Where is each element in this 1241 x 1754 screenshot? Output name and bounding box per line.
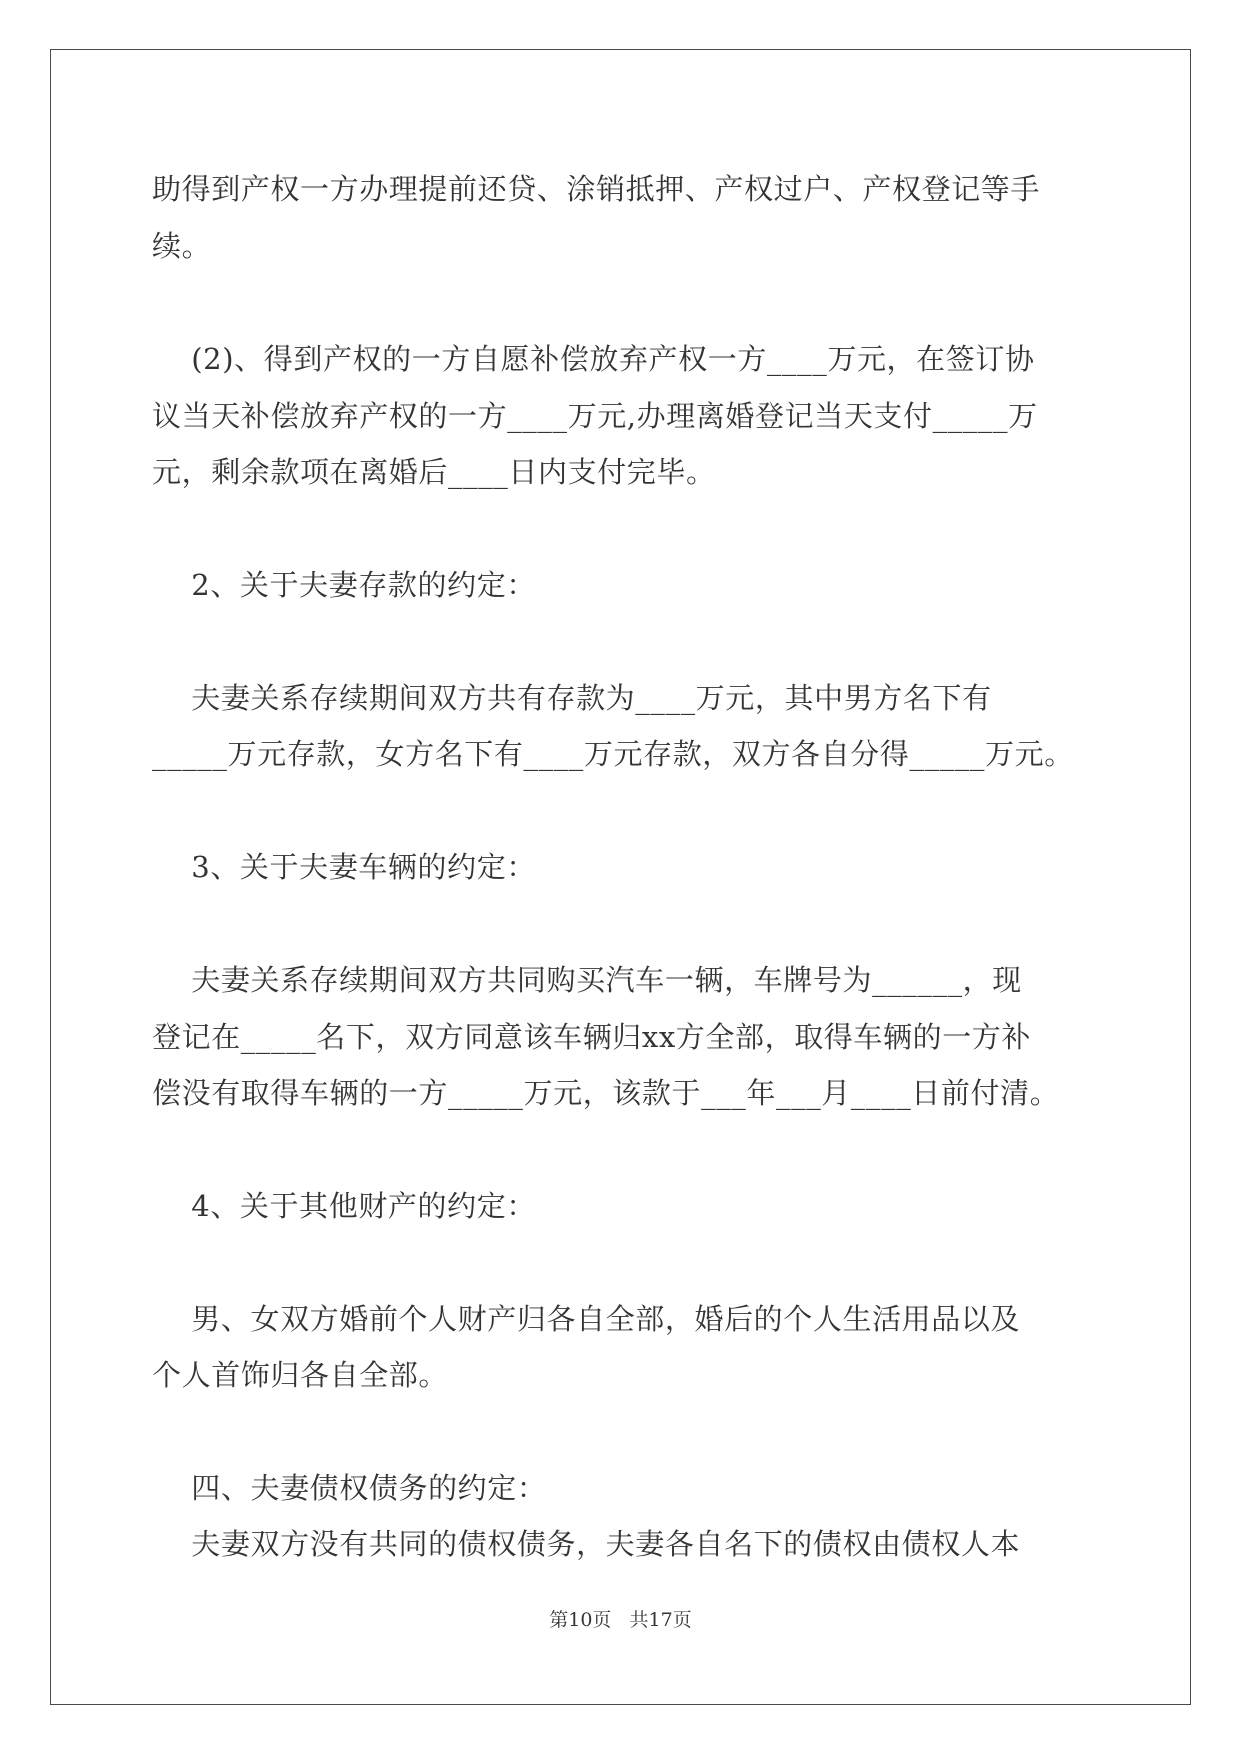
text-line: 夫妻双方没有共同的债权债务，夫妻各自名下的债权由债权人本 — [152, 1527, 1021, 1561]
text-line: 夫妻关系存续期间双方共有存款为____万元，其中男方名下有 — [152, 681, 992, 715]
page-number-footer: 第10页 共17页 — [549, 1609, 692, 1631]
text-line: (2)、得到产权的一方自愿补偿放弃产权一方____万元，在签订协 — [152, 342, 1035, 376]
text-line: 男、女双方婚前个人财产归各自全部，婚后的个人生活用品以及 — [152, 1302, 1021, 1336]
text-line: _____万元存款，女方名下有____万元存款，双方各自分得_____万元。 — [152, 737, 1074, 771]
text-line: 议当天补偿放弃产权的一方____万元,办理离婚登记当天支付_____万 — [152, 399, 1038, 433]
text-line: 登记在_____名下，双方同意该车辆归xx方全部，取得车辆的一方补 — [152, 1020, 1032, 1054]
text-line: 助得到产权一方办理提前还贷、涂销抵押、产权过户、产权登记等手 — [152, 172, 1041, 206]
section-heading: 2、关于夫妻存款的约定： — [152, 568, 536, 602]
text-line: 夫妻关系存续期间双方共同购买汽车一辆，车牌号为______，现 — [152, 963, 1022, 997]
section-heading: 4、关于其他财产的约定： — [152, 1189, 536, 1223]
text-line: 偿没有取得车辆的一方_____万元，该款于___年___月____日前付清。 — [152, 1076, 1060, 1110]
text-line: 元，剩余款项在离婚后____日内支付完毕。 — [152, 455, 716, 489]
section-heading: 四、夫妻债权债务的约定： — [152, 1471, 547, 1505]
section-heading: 3、关于夫妻车辆的约定： — [152, 850, 536, 884]
text-line: 续。 — [152, 229, 212, 263]
text-line: 个人首饰归各自全部。 — [152, 1358, 449, 1392]
